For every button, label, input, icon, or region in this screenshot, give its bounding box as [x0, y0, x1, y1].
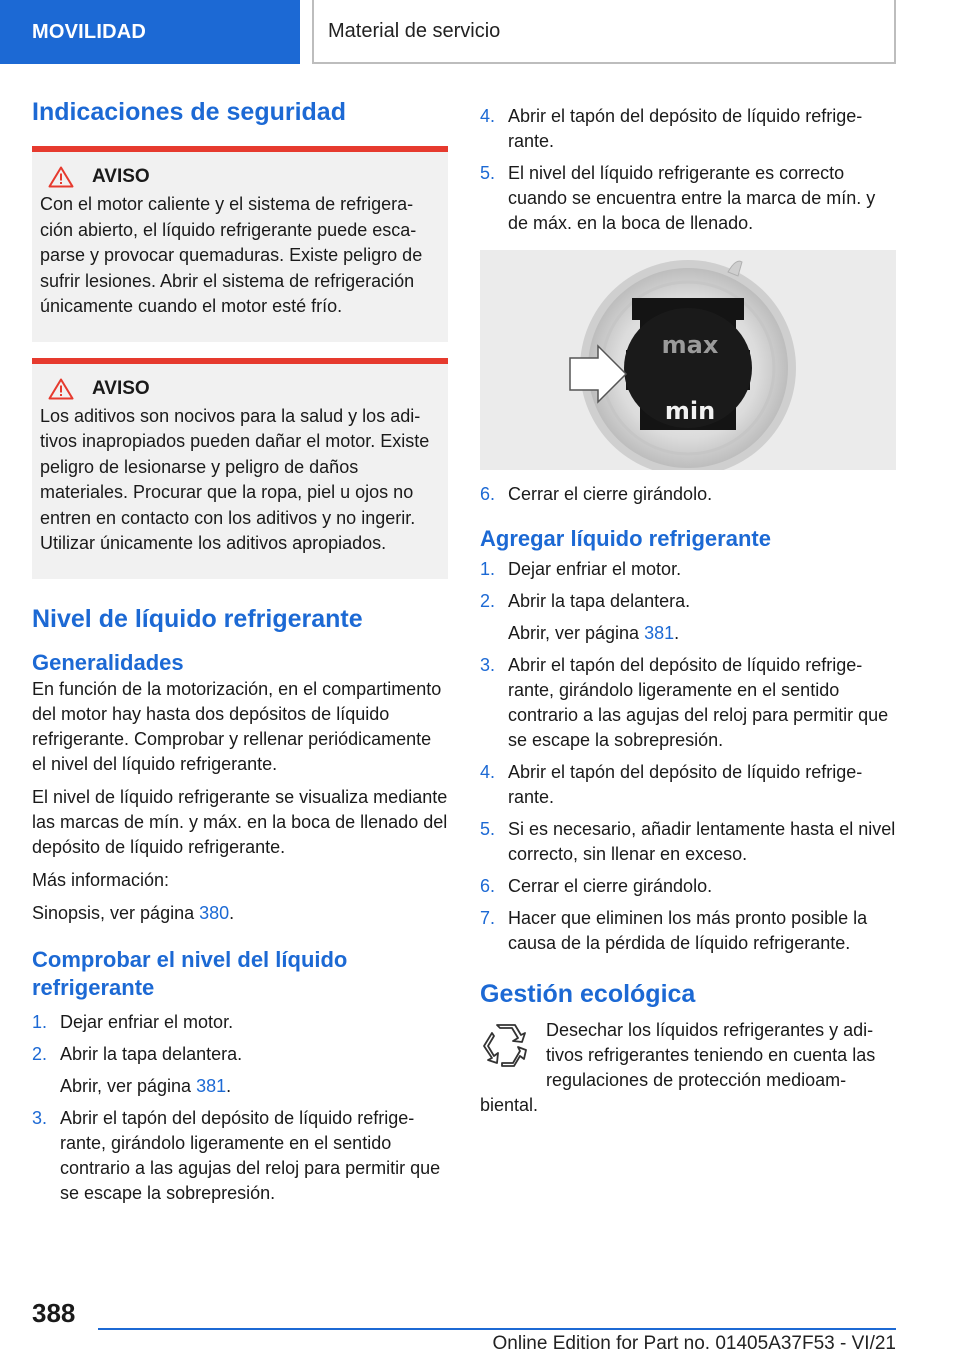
- step-number: 2.: [480, 591, 496, 611]
- list-item: [32, 1042, 448, 1067]
- check-steps-list-cont: [32, 1106, 448, 1206]
- step-number: 1.: [32, 1011, 48, 1032]
- recycling-icon: [480, 1022, 532, 1070]
- list-item: [480, 653, 896, 753]
- step-text: Abrir la tapa delantera.: [60, 1043, 243, 1064]
- more-info-label: Más información:: [32, 869, 170, 890]
- general-paragraph-1: En función de la motorización, en el compartimento del motor hay hasta dos depósitos de líquido refrigerante. Comprobar y rellenar periódicamente el nivel del líquido refrigerante.: [32, 678, 442, 774]
- step-number: 4.: [480, 762, 496, 782]
- list-item: [480, 874, 896, 899]
- right-column: [480, 104, 896, 1118]
- page-link-381[interactable]: 381: [196, 1075, 227, 1096]
- step-text: Dejar enfriar el motor.: [508, 559, 682, 579]
- step-number: 3.: [480, 655, 496, 675]
- step-text: Si es necesario, añadir lentamente hasta el nivel correcto, sin llenar en exceso.: [508, 819, 896, 864]
- list-item: [32, 1010, 448, 1035]
- step-text: Cerrar el cierre girándolo.: [508, 876, 713, 896]
- list-item: [480, 482, 896, 507]
- step-number: 7.: [480, 908, 496, 928]
- warning-text: Los aditivos son nocivos para la salud y los aditivos inapropiados pueden dañar el motor. Existe peligro de lesionarse y peligro de daños materiales. Procurar que la ropa, piel u ojos no entren en contacto con los aditivos y no ingerir. Utilizar únicamente los aditivos apropiados.: [40, 405, 430, 553]
- eco-block: [480, 1018, 896, 1118]
- step-text: El nivel del líquido refrigerante es correcto cuando se encuentra entre la marca de mín. y de máx. en la boca de llenado.: [508, 163, 876, 233]
- check-steps-list-right: [480, 104, 896, 236]
- warning-box-hot-coolant: [32, 146, 448, 342]
- step-number: 2.: [32, 1043, 48, 1064]
- warning-header: [48, 378, 438, 400]
- page-number: 388: [32, 1298, 76, 1328]
- synopsis-reference: Sinopsis, ver página 380.: [32, 902, 235, 923]
- step-number: 3.: [32, 1107, 48, 1128]
- general-heading: Generalidades: [32, 649, 184, 675]
- min-mark: min: [664, 397, 716, 425]
- list-item: [480, 161, 896, 236]
- safety-heading: Indicaciones de seguridad: [32, 98, 346, 126]
- chapter-title: Material de servicio: [328, 19, 501, 42]
- open-hood-reference: Abrir, ver página 381.: [60, 1075, 232, 1096]
- add-steps-list-cont: [480, 653, 896, 956]
- step-number: 6.: [480, 484, 496, 504]
- coolant-cap-illustration: [480, 250, 896, 470]
- open-hood-reference: Abrir, ver página 381.: [508, 623, 680, 643]
- warning-header: [48, 166, 438, 188]
- check-level-heading: Comprobar el nivel del líquido refrigerante: [32, 946, 348, 1000]
- list-item: [480, 760, 896, 810]
- warning-triangle-icon: [48, 166, 74, 188]
- list-item: [32, 1106, 448, 1206]
- list-item: [480, 104, 896, 154]
- step-text: Abrir el tapón del depósito de líquido refrigerante.: [508, 762, 863, 807]
- edition-note: Online Edition for Part no. 01405A37F53 - VI/21: [492, 1333, 896, 1354]
- list-item: [480, 817, 896, 867]
- warning-label: AVISO: [92, 166, 150, 187]
- step-number: 1.: [480, 559, 496, 579]
- general-paragraph-2: El nivel de líquido refrigerante se visualiza mediante las marcas de mín. y máx. en la boca de llenado del depósito de líquido refrigerante.: [32, 786, 448, 857]
- add-coolant-heading: Agregar líquido refrigerante: [480, 526, 771, 551]
- coolant-level-heading: Nivel de líquido refrigerante: [32, 604, 363, 633]
- reference-text: Abrir, ver página: [60, 1075, 197, 1096]
- add-steps-list: [480, 557, 896, 614]
- section-tab: [0, 0, 300, 64]
- step-number: 5.: [480, 163, 496, 183]
- check-steps-list: [32, 1010, 448, 1067]
- max-mark: max: [661, 331, 719, 359]
- step-number: 4.: [480, 106, 496, 126]
- warning-text: Con el motor caliente y el sistema de refrigeración abierto, el líquido refrigerante puede escaparse y provocar quemaduras. Existe peligro de sufrir lesiones. Abrir el sistema de refrigeración únicamente cuando el motor esté frío.: [40, 194, 423, 316]
- chapter-tab: [312, 0, 896, 64]
- coolant-filler-neck-image: [480, 250, 896, 470]
- page-link-381[interactable]: 381: [644, 623, 675, 643]
- check-step-6: [480, 482, 896, 507]
- step-text: Dejar enfriar el motor.: [60, 1011, 234, 1032]
- step-text: Hacer que eliminen los más pronto posible la causa de la pérdida de líquido refrigerante.: [508, 908, 868, 953]
- step-number: 6.: [480, 876, 496, 896]
- step-text: Cerrar el cierre girándolo.: [508, 484, 713, 504]
- eco-heading: Gestión ecológica: [480, 980, 696, 1008]
- synopsis-text: Sinopsis, ver página: [32, 902, 200, 923]
- left-column: [32, 96, 448, 1213]
- list-item: [480, 557, 896, 582]
- warning-triangle-icon: [48, 378, 74, 400]
- warning-label: AVISO: [92, 377, 150, 399]
- list-item: [480, 589, 896, 614]
- eco-text: Desechar los líquidos refrigerantes y aditivos refrigerantes teniendo en cuenta las regulaciones de protección medioambiental.: [480, 1020, 876, 1115]
- step-text: Abrir el tapón del depósito de líquido refrigerante.: [508, 106, 863, 151]
- step-text: Abrir el tapón del depósito de líquido refrigerante, girándolo ligeramente en el sentido contrario a las agujas del reloj para permitir que se escape la sobrepresión.: [60, 1107, 441, 1203]
- synopsis-page-link[interactable]: 380: [199, 902, 230, 923]
- warning-box-additives: [32, 358, 448, 579]
- step-text: Abrir el tapón del depósito de líquido refrigerante, girándolo ligeramente en el sentido contrario a las agujas del reloj para permitir que se escape la sobrepresión.: [508, 655, 889, 750]
- step-text: Abrir la tapa delantera.: [508, 591, 691, 611]
- footer-rule: [98, 1328, 896, 1330]
- reference-text: Abrir, ver página: [508, 623, 645, 643]
- step-number: 5.: [480, 819, 496, 839]
- section-title: MOVILIDAD: [32, 20, 147, 43]
- list-item: [480, 906, 896, 956]
